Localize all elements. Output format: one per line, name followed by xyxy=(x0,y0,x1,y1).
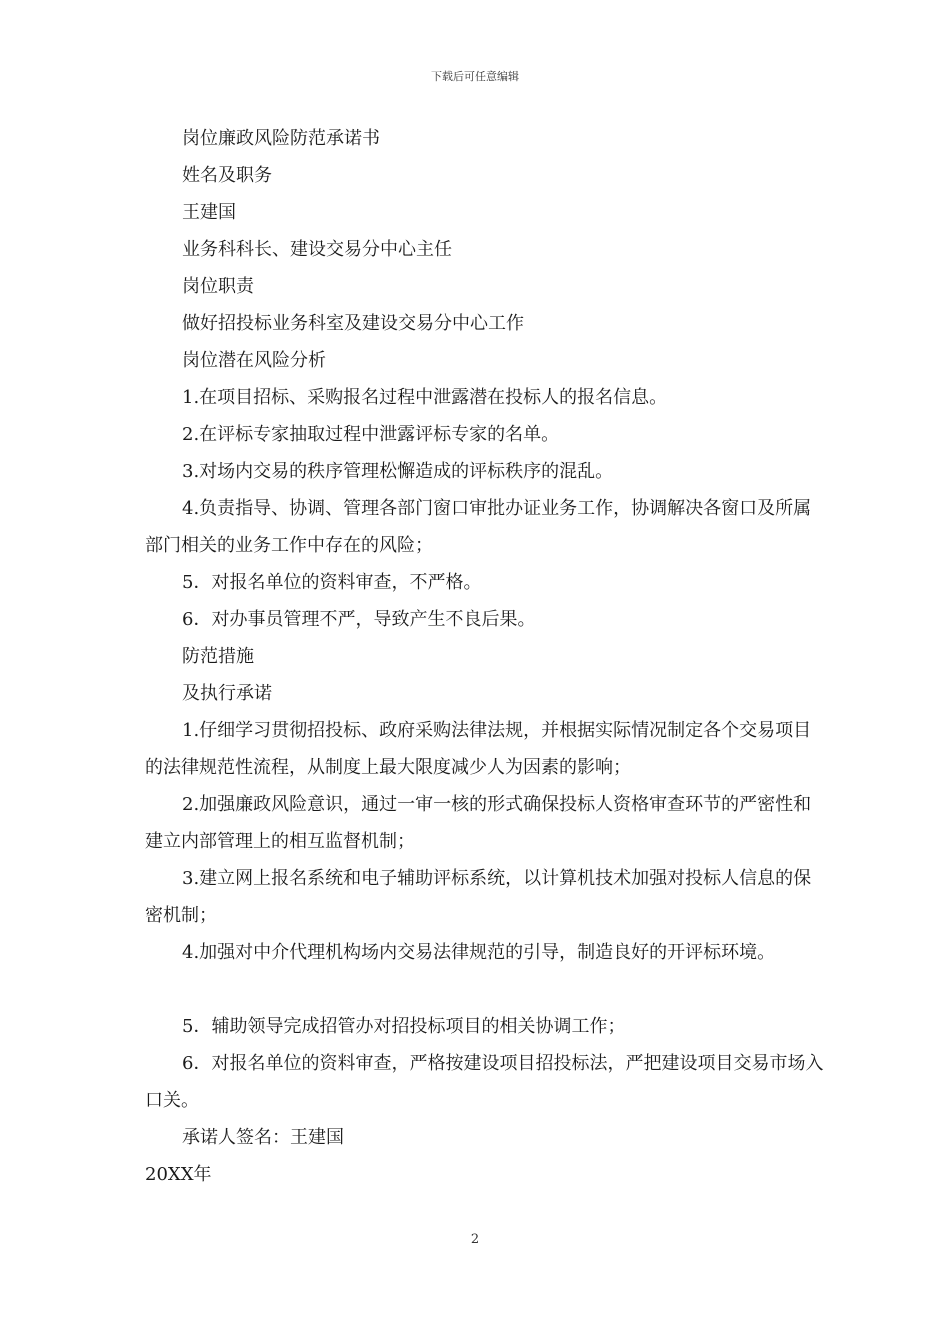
duty-value: 做好招投标业务科室及建设交易分中心工作 xyxy=(182,313,524,334)
risk-label: 岗位潜在风险分析 xyxy=(182,350,326,371)
document-body xyxy=(145,120,825,1193)
document-title: 岗位廉政风险防范承诺书 xyxy=(182,128,380,149)
duty-label: 岗位职责 xyxy=(182,276,254,297)
risk-item-3: 3.对场内交易的秩序管理松懈造成的评标秩序的混乱。 xyxy=(182,461,614,482)
risk-item-4: 4.负责指导、协调、管理各部门窗口审批办证业务工作，协调解决各窗口及所属部门相关的业务工作中存在的风险； xyxy=(145,498,812,556)
measure-item-6: 6．对报名单位的资料审查，严格按建设项目招投标法，严把建设项目交易市场入口关。 xyxy=(145,1053,824,1111)
measures-label-sub: 及执行承诺 xyxy=(182,683,272,704)
name-label: 姓名及职务 xyxy=(182,165,272,186)
risk-item-2: 2.在评标专家抽取过程中泄露评标专家的名单。 xyxy=(182,424,560,445)
position-value: 业务科科长、建设交易分中心主任 xyxy=(182,239,452,260)
blank-line xyxy=(145,971,825,1008)
date-line: 20XX年 xyxy=(145,1164,212,1185)
signature-line: 承诺人签名：王建国 xyxy=(182,1127,344,1148)
measure-item-3: 3.建立网上报名系统和电子辅助评标系统，以计算机技术加强对投标人信息的保密机制； xyxy=(145,868,812,926)
measure-item-2: 2.加强廉政风险意识，通过一审一核的形式确保投标人资格审查环节的严密性和建立内部管理上的相互监督机制； xyxy=(145,794,812,852)
measure-item-5: 5．辅助领导完成招管办对招投标项目的相关协调工作； xyxy=(182,1016,626,1037)
risk-item-6: 6．对办事员管理不严，导致产生不良后果。 xyxy=(182,609,536,630)
page-number: 2 xyxy=(470,1232,480,1247)
measure-item-4: 4.加强对中介代理机构场内交易法律规范的引导，制造良好的开评标环境。 xyxy=(182,942,776,963)
measure-item-1: 1.仔细学习贯彻招投标、政府采购法律法规，并根据实际情况制定各个交易项目的法律规范性流程，从制度上最大限度减少人为因素的影响； xyxy=(145,720,812,778)
name-value: 王建国 xyxy=(182,202,236,223)
page-header: 下载后可任意编辑 xyxy=(431,70,519,83)
risk-item-1: 1.在项目招标、采购报名过程中泄露潜在投标人的报名信息。 xyxy=(182,387,668,408)
risk-item-5: 5．对报名单位的资料审查，不严格。 xyxy=(182,572,482,593)
measures-label: 防范措施 xyxy=(182,646,254,667)
